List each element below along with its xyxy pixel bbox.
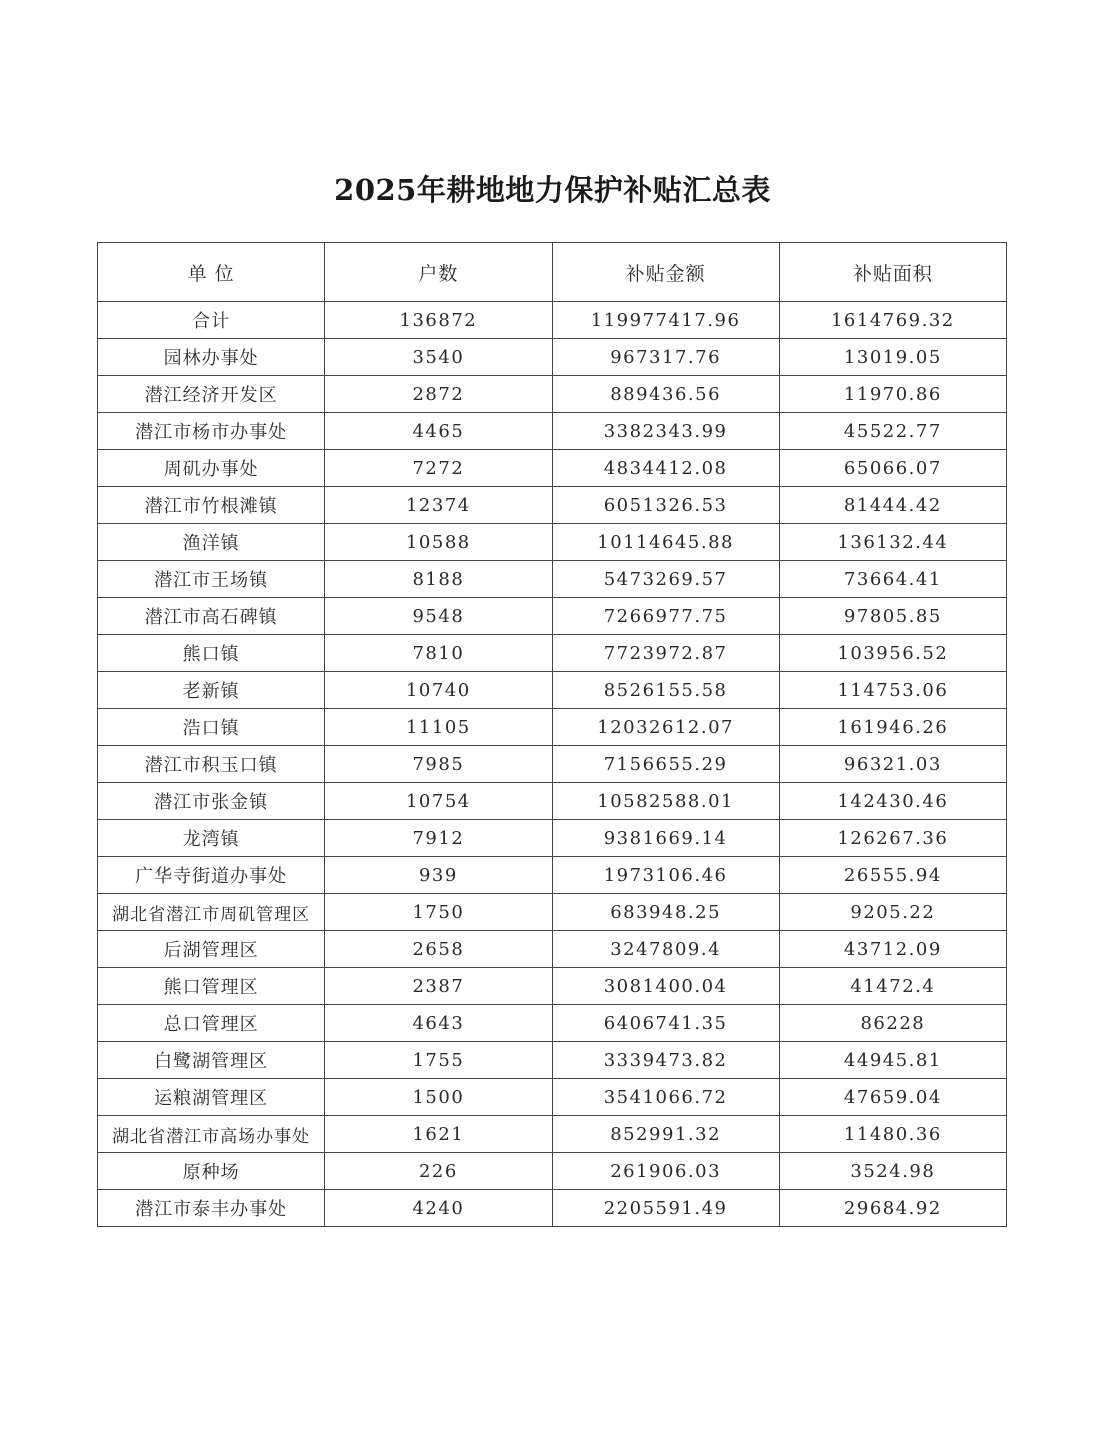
households-cell: 1621	[325, 1116, 552, 1153]
households-cell: 4240	[325, 1190, 552, 1227]
households-cell: 9548	[325, 598, 552, 635]
header-households: 户数	[325, 243, 552, 302]
subsidy-area-cell: 13019.05	[779, 339, 1006, 376]
table-row	[98, 672, 1007, 709]
households-cell: 939	[325, 857, 552, 894]
subsidy-amount-cell: 889436.56	[552, 376, 779, 413]
subsidy-summary-table	[97, 242, 1007, 1227]
subsidy-area-cell: 47659.04	[779, 1079, 1006, 1116]
subsidy-area-cell: 26555.94	[779, 857, 1006, 894]
table-row	[98, 1042, 1007, 1079]
households-cell: 7272	[325, 450, 552, 487]
subsidy-amount-cell: 5473269.57	[552, 561, 779, 598]
subsidy-amount-cell: 852991.32	[552, 1116, 779, 1153]
subsidy-amount-cell: 6406741.35	[552, 1005, 779, 1042]
table-row	[98, 524, 1007, 561]
subsidy-area-cell: 114753.06	[779, 672, 1006, 709]
unit-name-cell: 白鹭湖管理区	[98, 1042, 325, 1079]
table-row	[98, 1079, 1007, 1116]
table-row	[98, 1005, 1007, 1042]
subsidy-area-cell: 97805.85	[779, 598, 1006, 635]
subsidy-area-cell: 9205.22	[779, 894, 1006, 931]
table-row	[98, 968, 1007, 1005]
unit-name-cell: 熊口镇	[98, 635, 325, 672]
subsidy-amount-cell: 8526155.58	[552, 672, 779, 709]
subsidy-amount-cell: 3081400.04	[552, 968, 779, 1005]
header-subsidy-amount: 补贴金额	[552, 243, 779, 302]
table-row	[98, 931, 1007, 968]
subsidy-amount-cell: 3382343.99	[552, 413, 779, 450]
subsidy-area-cell: 86228	[779, 1005, 1006, 1042]
unit-name-cell: 龙湾镇	[98, 820, 325, 857]
unit-name-cell: 后湖管理区	[98, 931, 325, 968]
subsidy-area-cell: 43712.09	[779, 931, 1006, 968]
header-row	[98, 243, 1007, 302]
header-subsidy-area: 补贴面积	[779, 243, 1006, 302]
unit-name-cell: 湖北省潜江市周矶管理区	[98, 894, 325, 931]
subsidy-area-cell: 65066.07	[779, 450, 1006, 487]
households-cell: 4465	[325, 413, 552, 450]
subsidy-area-cell: 73664.41	[779, 561, 1006, 598]
unit-name-cell: 合计	[98, 302, 325, 339]
unit-name-cell: 老新镇	[98, 672, 325, 709]
subsidy-amount-cell: 4834412.08	[552, 450, 779, 487]
subsidy-amount-cell: 7156655.29	[552, 746, 779, 783]
subsidy-area-cell: 3524.98	[779, 1153, 1006, 1190]
subsidy-amount-cell: 683948.25	[552, 894, 779, 931]
subsidy-area-cell: 11970.86	[779, 376, 1006, 413]
unit-name-cell: 周矶办事处	[98, 450, 325, 487]
households-cell: 1755	[325, 1042, 552, 1079]
table-row	[98, 1190, 1007, 1227]
subsidy-amount-cell: 7723972.87	[552, 635, 779, 672]
unit-name-cell: 园林办事处	[98, 339, 325, 376]
households-cell: 3540	[325, 339, 552, 376]
subsidy-area-cell: 45522.77	[779, 413, 1006, 450]
unit-name-cell: 潜江市积玉口镇	[98, 746, 325, 783]
table-row	[98, 376, 1007, 413]
table-row	[98, 820, 1007, 857]
households-cell: 7912	[325, 820, 552, 857]
subsidy-amount-cell: 261906.03	[552, 1153, 779, 1190]
subsidy-area-cell: 161946.26	[779, 709, 1006, 746]
subsidy-amount-cell: 12032612.07	[552, 709, 779, 746]
subsidy-area-cell: 126267.36	[779, 820, 1006, 857]
households-cell: 7985	[325, 746, 552, 783]
table-header	[98, 243, 1007, 302]
subsidy-amount-cell: 1973106.46	[552, 857, 779, 894]
households-cell: 1500	[325, 1079, 552, 1116]
subsidy-area-cell: 1614769.32	[779, 302, 1006, 339]
table-row	[98, 1153, 1007, 1190]
households-cell: 10588	[325, 524, 552, 561]
table-row	[98, 339, 1007, 376]
unit-name-cell: 潜江市高石碑镇	[98, 598, 325, 635]
header-unit: 单 位	[98, 243, 325, 302]
subsidy-amount-cell: 10582588.01	[552, 783, 779, 820]
table-row	[98, 635, 1007, 672]
households-cell: 226	[325, 1153, 552, 1190]
households-cell: 10740	[325, 672, 552, 709]
households-cell: 11105	[325, 709, 552, 746]
table-row	[98, 413, 1007, 450]
subsidy-area-cell: 11480.36	[779, 1116, 1006, 1153]
document-title: 2025年耕地地力保护补贴汇总表	[334, 173, 771, 207]
subsidy-amount-cell: 967317.76	[552, 339, 779, 376]
table-row	[98, 598, 1007, 635]
subsidy-summary-table-container	[97, 242, 1007, 1227]
subsidy-area-cell: 142430.46	[779, 783, 1006, 820]
table-body	[98, 302, 1007, 1227]
unit-name-cell: 潜江市竹根滩镇	[98, 487, 325, 524]
subsidy-area-cell: 103956.52	[779, 635, 1006, 672]
table-row	[98, 1116, 1007, 1153]
households-cell: 136872	[325, 302, 552, 339]
subsidy-area-cell: 44945.81	[779, 1042, 1006, 1079]
subsidy-amount-cell: 3541066.72	[552, 1079, 779, 1116]
table-row	[98, 746, 1007, 783]
unit-name-cell: 渔洋镇	[98, 524, 325, 561]
subsidy-area-cell: 136132.44	[779, 524, 1006, 561]
subsidy-amount-cell: 10114645.88	[552, 524, 779, 561]
subsidy-amount-cell: 9381669.14	[552, 820, 779, 857]
unit-name-cell: 潜江经济开发区	[98, 376, 325, 413]
households-cell: 12374	[325, 487, 552, 524]
unit-name-cell: 浩口镇	[98, 709, 325, 746]
unit-name-cell: 潜江市杨市办事处	[98, 413, 325, 450]
households-cell: 2387	[325, 968, 552, 1005]
subsidy-amount-cell: 7266977.75	[552, 598, 779, 635]
subsidy-amount-cell: 3247809.4	[552, 931, 779, 968]
subsidy-area-cell: 29684.92	[779, 1190, 1006, 1227]
unit-name-cell: 原种场	[98, 1153, 325, 1190]
subsidy-amount-cell: 3339473.82	[552, 1042, 779, 1079]
households-cell: 2658	[325, 931, 552, 968]
households-cell: 7810	[325, 635, 552, 672]
total-row	[98, 302, 1007, 339]
households-cell: 8188	[325, 561, 552, 598]
subsidy-amount-cell: 2205591.49	[552, 1190, 779, 1227]
households-cell: 2872	[325, 376, 552, 413]
households-cell: 4643	[325, 1005, 552, 1042]
table-row	[98, 487, 1007, 524]
unit-name-cell: 广华寺街道办事处	[98, 857, 325, 894]
unit-name-cell: 潜江市张金镇	[98, 783, 325, 820]
unit-name-cell: 总口管理区	[98, 1005, 325, 1042]
table-row	[98, 561, 1007, 598]
table-row	[98, 783, 1007, 820]
households-cell: 10754	[325, 783, 552, 820]
table-row	[98, 894, 1007, 931]
unit-name-cell: 潜江市王场镇	[98, 561, 325, 598]
unit-name-cell: 熊口管理区	[98, 968, 325, 1005]
households-cell: 1750	[325, 894, 552, 931]
unit-name-cell: 湖北省潜江市高场办事处	[98, 1116, 325, 1153]
subsidy-area-cell: 41472.4	[779, 968, 1006, 1005]
unit-name-cell: 运粮湖管理区	[98, 1079, 325, 1116]
subsidy-area-cell: 81444.42	[779, 487, 1006, 524]
table-row	[98, 857, 1007, 894]
table-row	[98, 450, 1007, 487]
subsidy-amount-cell: 119977417.96	[552, 302, 779, 339]
unit-name-cell: 潜江市泰丰办事处	[98, 1190, 325, 1227]
table-row	[98, 709, 1007, 746]
subsidy-area-cell: 96321.03	[779, 746, 1006, 783]
subsidy-amount-cell: 6051326.53	[552, 487, 779, 524]
